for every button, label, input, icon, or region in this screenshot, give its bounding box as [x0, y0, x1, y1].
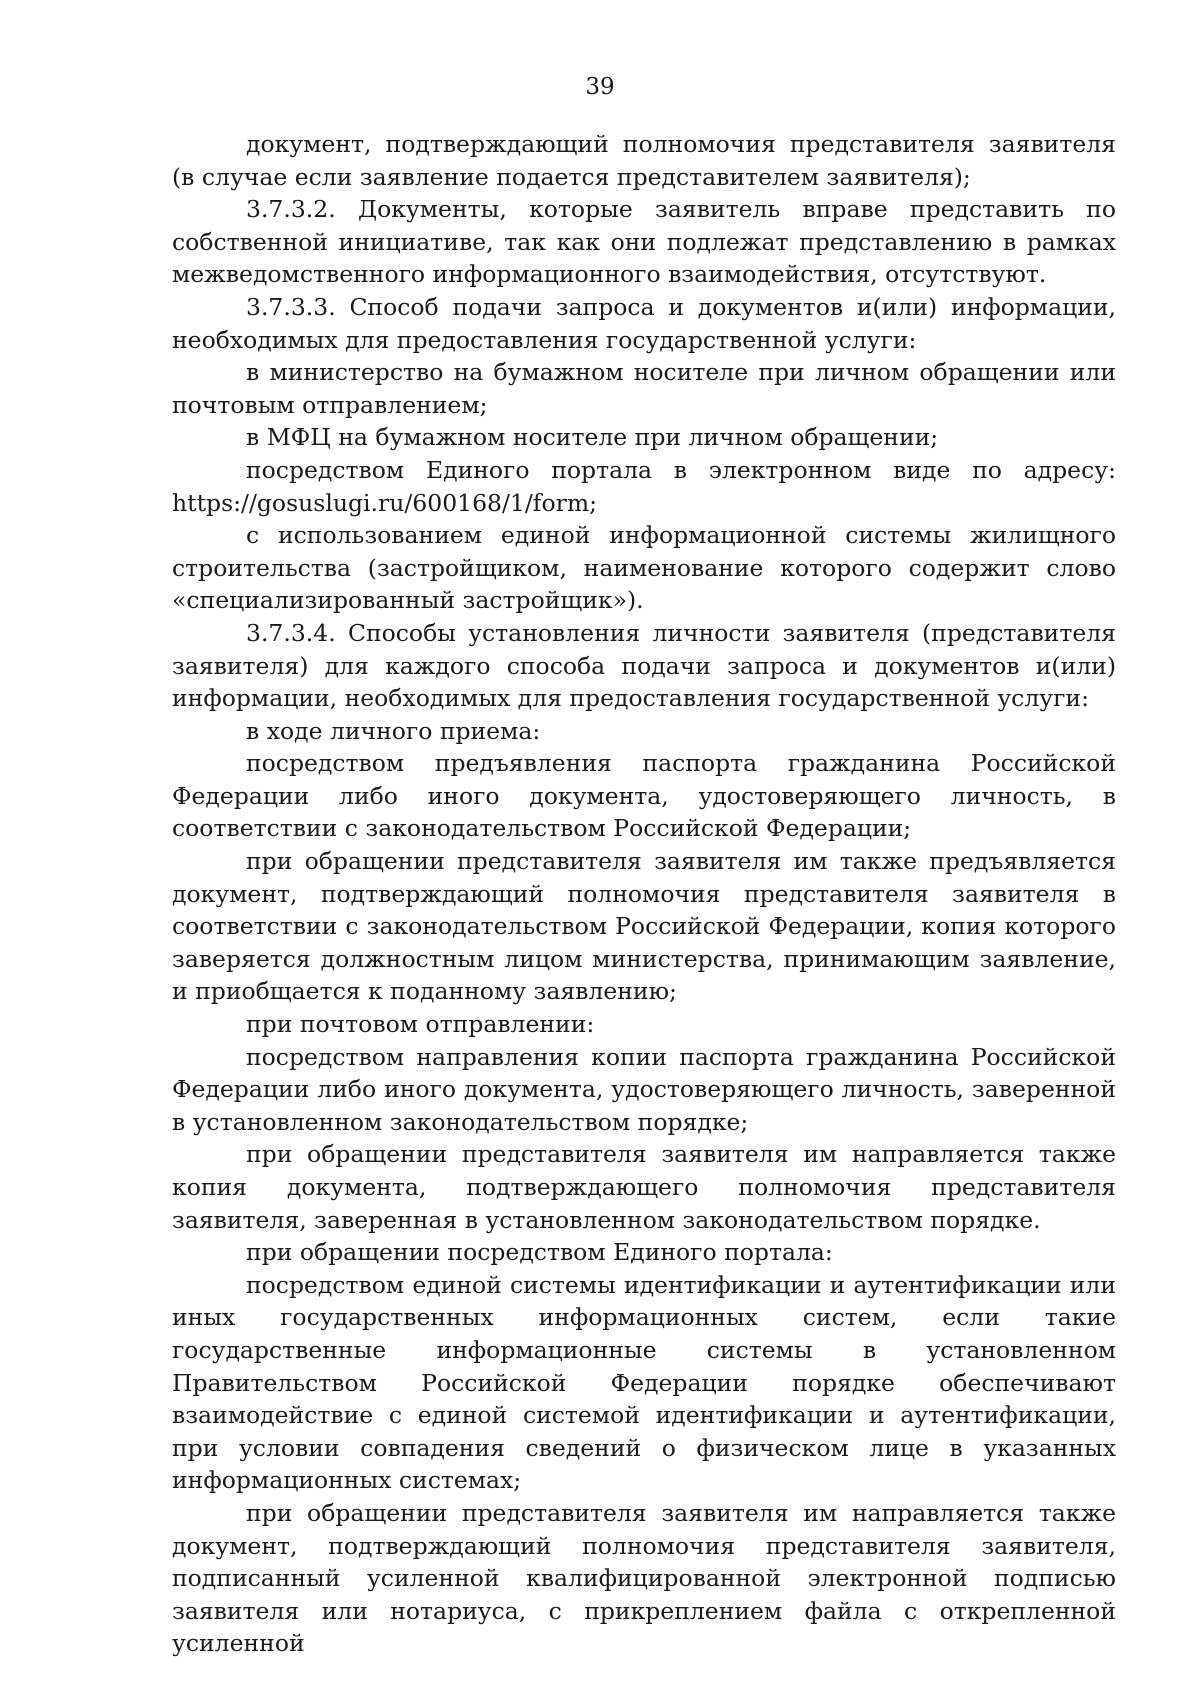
- paragraph: в МФЦ на бумажном носителе при личном обращении;: [246, 423, 939, 452]
- paragraph: посредством единой системы идентификации и аутентификации или иных государственных информационных систем, если такие государственные информационные системы в установленном Правительством Российской Федерации порядке обеспечивают взаимодействие с единой системой идентификации и аутентификации, при условии совпадения сведений о физическом лице в указанных информационных системах;: [172, 1270, 1116, 1495]
- paragraph: посредством направления копии паспорта гражданина Российской Федерации либо иного документа, удостоверяющего личность, заверенной в установленном законодательством порядке;: [172, 1042, 1116, 1136]
- paragraph: посредством Единого портала в электронном виде по адресу: https://gosuslugi.ru/600168/1/form;: [172, 455, 1116, 517]
- paragraph: 3.7.3.4. Способы установления личности заявителя (представителя заявителя) для каждого способа подачи запроса и документов и(или) информации, необходимых для предоставления государственной услуги:: [172, 618, 1116, 713]
- paragraph: с использованием единой информационной системы жилищного строительства (застройщиком, наименование которого содержит слово «специализированный застройщик»).: [172, 521, 1116, 615]
- paragraph: в министерство на бумажном носителе при личном обращении или почтовым отправлением;: [172, 358, 1116, 419]
- page-number: 39: [585, 74, 615, 100]
- paragraph: при почтовом отправлении:: [246, 1010, 595, 1039]
- paragraph: в ходе личного приема:: [246, 716, 541, 745]
- paragraph: 3.7.3.2. Документы, которые заявитель вправе представить по собственной инициативе, так как они подлежат представлению в рамках межведомственного информационного взаимодействия, отсутствуют.: [172, 195, 1116, 289]
- paragraph: 3.7.3.3. Способ подачи запроса и документов и(или) информации, необходимых для предоставления государственной услуги:: [172, 292, 1116, 354]
- paragraph: при обращении представителя заявителя им направляется также документ, подтверждающий полномочия представителя заявителя, подписанный усиленной квалифицированной электронной подписью заявителя или нотариуса, с прикреплением файла с открепленной усиленной: [172, 1498, 1116, 1658]
- paragraph: при обращении представителя заявителя им также предъявляется документ, подтверждающий полномочия представителя заявителя в соответствии с законодательством Российской Федерации, копия которого заверяется должностным лицом министерства, принимающим заявление, и приобщается к поданному заявлению;: [172, 847, 1116, 1006]
- paragraph: при обращении посредством Единого портала:: [246, 1238, 833, 1267]
- paragraph: документ, подтверждающий полномочия представителя заявителя (в случае если заявление подается представителем заявителя);: [172, 130, 1116, 191]
- paragraph: при обращении представителя заявителя им направляется также копия документа, подтверждающего полномочия представителя заявителя, заверенная в установленном законодательством порядке.: [172, 1140, 1116, 1234]
- paragraph: посредством предъявления паспорта гражданина Российской Федерации либо иного документа, удостоверяющего личность, в соответствии с законодательством Российской Федерации;: [172, 749, 1116, 843]
- document-body: [172, 128, 1116, 1660]
